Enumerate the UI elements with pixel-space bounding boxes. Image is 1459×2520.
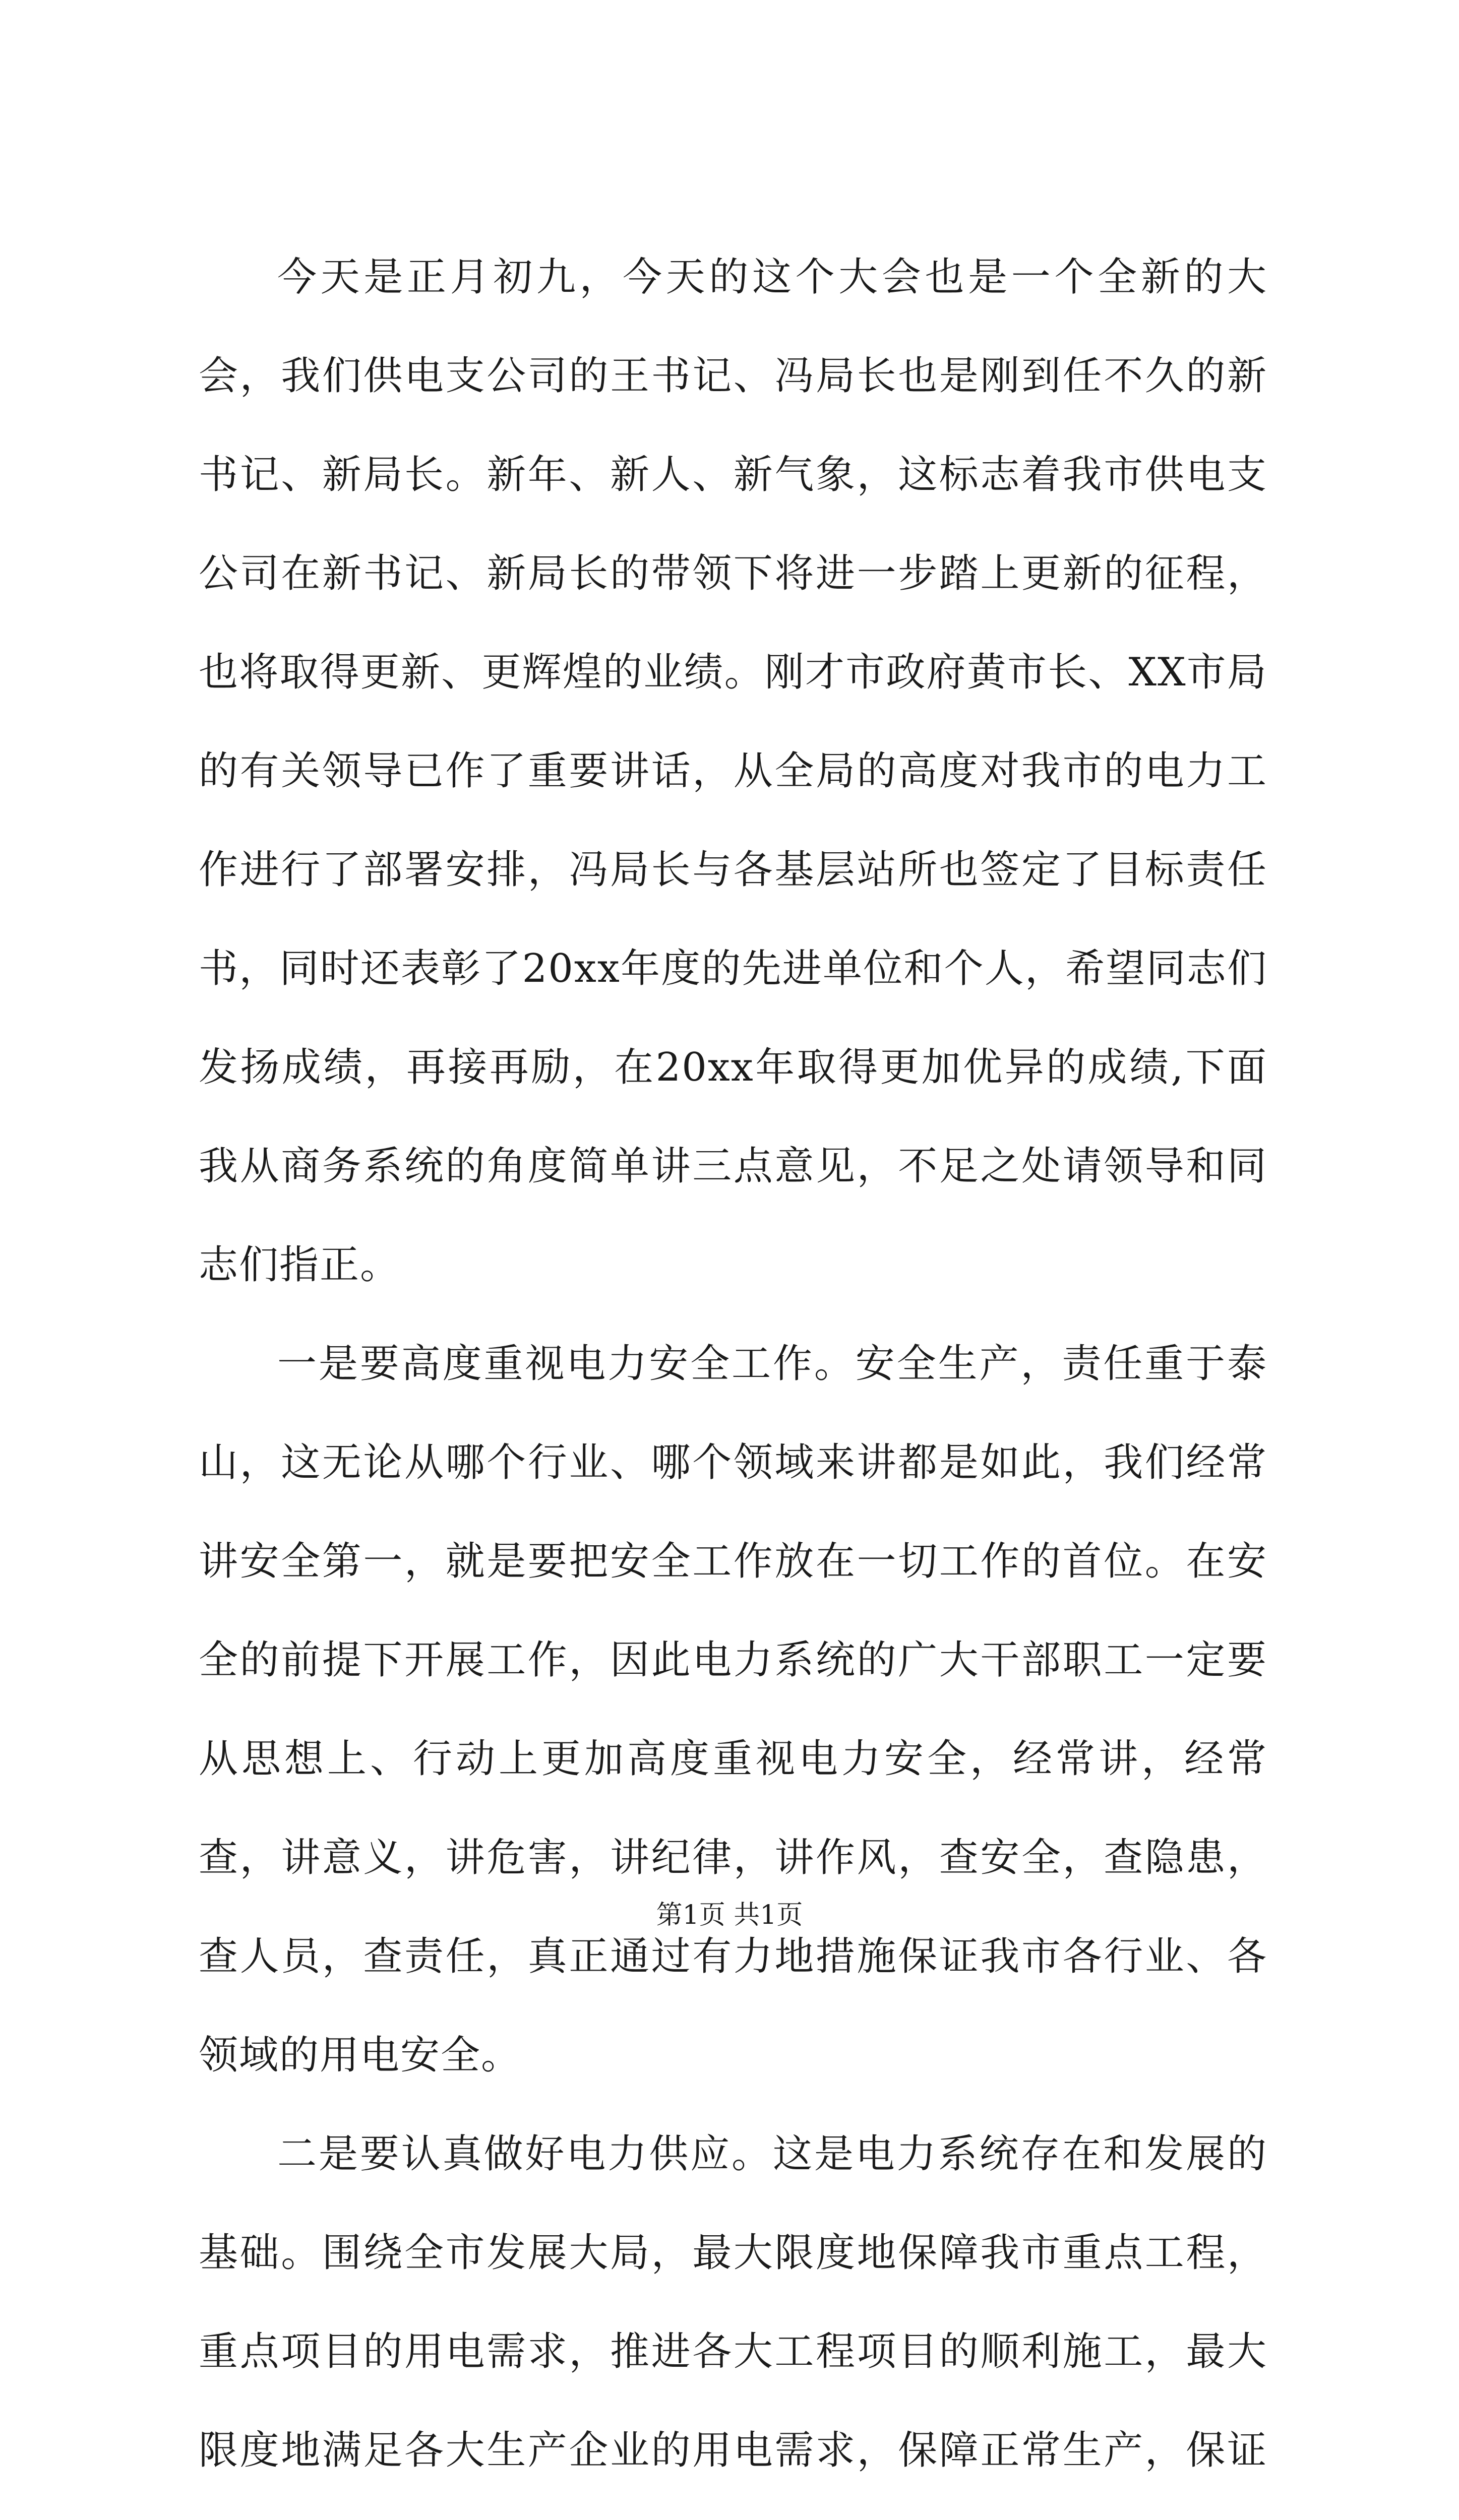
page-footer [0, 1895, 1459, 1935]
paragraph-point-one: 一是要高度重视电力安全工作。安全生产，责任重于泰山，这无论从哪个行业、哪个领域来讲都是如此，我们经常讲安全第一，就是要把安全工作放在一切工作的首位。在安全的前提下开展工作，因此电力系统的广大干部职工一定要从思想上、行动上更加高度重视电力安全，经常讲，经常查，讲意义，讲危害，讲纪律，讲作风，查安全，查隐患，查人员，查责任，真正通过有力地措施保证我市各行业、各领域的用电安全。 [199, 1341, 1267, 2078]
paragraph-intro: 今天是正月初九，今天的这个大会也是一个全新的大会，我们供电支公司的王书记、冯局长也是刚到任不久的新书记、新局长。新年、新人、新气象，这标志着我市供电支公司在新书记、新局长的带领下将进一步踏上更新的征程，也将取得更新、更辉煌的业绩。刚才市政府黄市长、XX市局的有关领导已作了重要讲话，从全局的高度对我市的电力工作进行了部署安排，冯局长与各基层站所也签定了目标责任书，同时还表彰了20xx年度的先进单位和个人，希望同志们发扬成绩，再接再励，在20xx年取得更加优异的成绩,下面我从商务系统的角度简单讲三点意见，不足之处请领导和同志们指正。 [199, 255, 1267, 1288]
paragraph-point-two: 二是要认真做好电力供应。这是电力系统存在和发展的基础。围绕全市发展大局，最大限度地保障我市重点工程，重点项目的用电需求，推进各大工程项目的顺利施工，最大限度地满足各大生产企业的用电需求，保障正常生产，保证 [199, 2131, 1267, 2473]
page-number: 第1页 共1页 [656, 1900, 803, 1930]
document-body [199, 228, 1267, 2520]
